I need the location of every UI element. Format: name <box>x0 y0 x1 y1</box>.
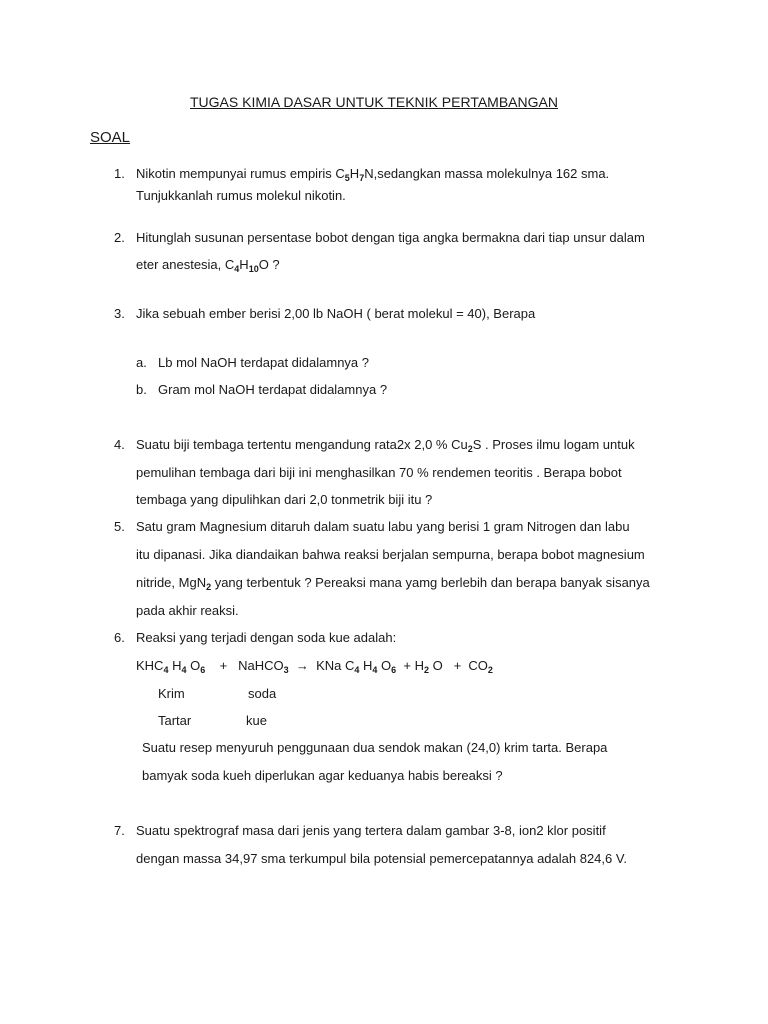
question-line: Suatu biji tembaga tertentu mengandung rata2x 2,0 % $Cu_2S$ . Proses ilmu logam untuk <box>136 437 635 454</box>
question-line: Reaksi yang terjadi dengan soda kue adalah: <box>136 630 397 645</box>
question-number: 6. <box>114 630 125 645</box>
question-number: 2. <box>114 230 125 245</box>
question-line: Hitunglah susunan persentase bobot dengan tiga angka bermakna dari tiap unsur dalam <box>136 230 645 245</box>
sub-item-marker: a. <box>136 355 147 370</box>
question-line: Tunjukkanlah rumus molekul nikotin. <box>136 188 346 203</box>
section-heading: SOAL <box>90 129 131 146</box>
question-line: dengan massa 34,97 sma terkumpul bila potensial pemercepatannya adalah 824,6 V. <box>136 851 627 866</box>
question-number: 4. <box>114 437 125 452</box>
reactant-label: Krim <box>158 686 185 701</box>
reaction-arrow-icon: → <box>295 658 309 673</box>
question-number: 5. <box>114 519 125 534</box>
question-line: nitride, MgN$_2$ yang terbentuk ? Pereaksi mana yamg berlebih dan berapa banyak sisanya <box>136 575 650 592</box>
question-line: pemulihan tembaga dari biji ini menghasilkan 70 % rendemen teoritis . Berapa bobot <box>136 465 622 480</box>
chemical-equation: $KHC_4$ $H_4$ $O_6$ + NaHCO$_3$ → KNa $C_4$ $H_4$ $O_6 + H_2$ $O + CO_2$ <box>136 658 493 675</box>
page-title: TUGAS KIMIA DASAR UNTUK TEKNIK PERTAMBANGAN <box>190 94 558 110</box>
reactant-label: kue <box>246 713 267 728</box>
question-line: tembaga yang dipulihkan dari 2,0 tonmetrik biji itu ? <box>136 492 433 507</box>
question-line: Nikotin mempunyai rumus empiris $C_5H_7N,sedangkan$ massa molekulnya 162 sma. <box>136 166 610 183</box>
question-line: Satu gram Magnesium ditaruh dalam suatu labu yang berisi 1 gram Nitrogen dan labu <box>136 519 630 534</box>
question-line: bamyak soda kueh diperlukan agar keduanya habis bereaksi ? <box>142 768 503 783</box>
question-number: 1. <box>114 166 125 181</box>
question-number: 3. <box>114 306 125 321</box>
question-line: eter anestesia, $C_4H_{10}O$ ? <box>136 257 280 274</box>
reactant-label: Tartar <box>158 713 192 728</box>
question-line: Suatu spektrograf masa dari jenis yang tertera dalam gambar 3-8, ion2 klor positif <box>136 823 606 838</box>
sub-item-marker: b. <box>136 382 147 397</box>
question-number: 7. <box>114 823 125 838</box>
sub-item-text: Gram mol NaOH terdapat didalamnya ? <box>158 382 388 397</box>
question-line: Suatu resep menyuruh penggunaan dua sendok makan (24,0) krim tarta. Berapa <box>142 740 608 755</box>
question-line: pada akhir reaksi. <box>136 603 239 618</box>
question-line: Jika sebuah ember berisi 2,00 lb NaOH ( berat molekul = 40), Berapa <box>136 306 536 321</box>
reactant-label: soda <box>248 686 277 701</box>
question-line: itu dipanasi. Jika diandaikan bahwa reaksi berjalan sempurna, berapa bobot magnesium <box>136 547 645 562</box>
sub-item-text: Lb mol NaOH terdapat didalamnya ? <box>158 355 370 370</box>
